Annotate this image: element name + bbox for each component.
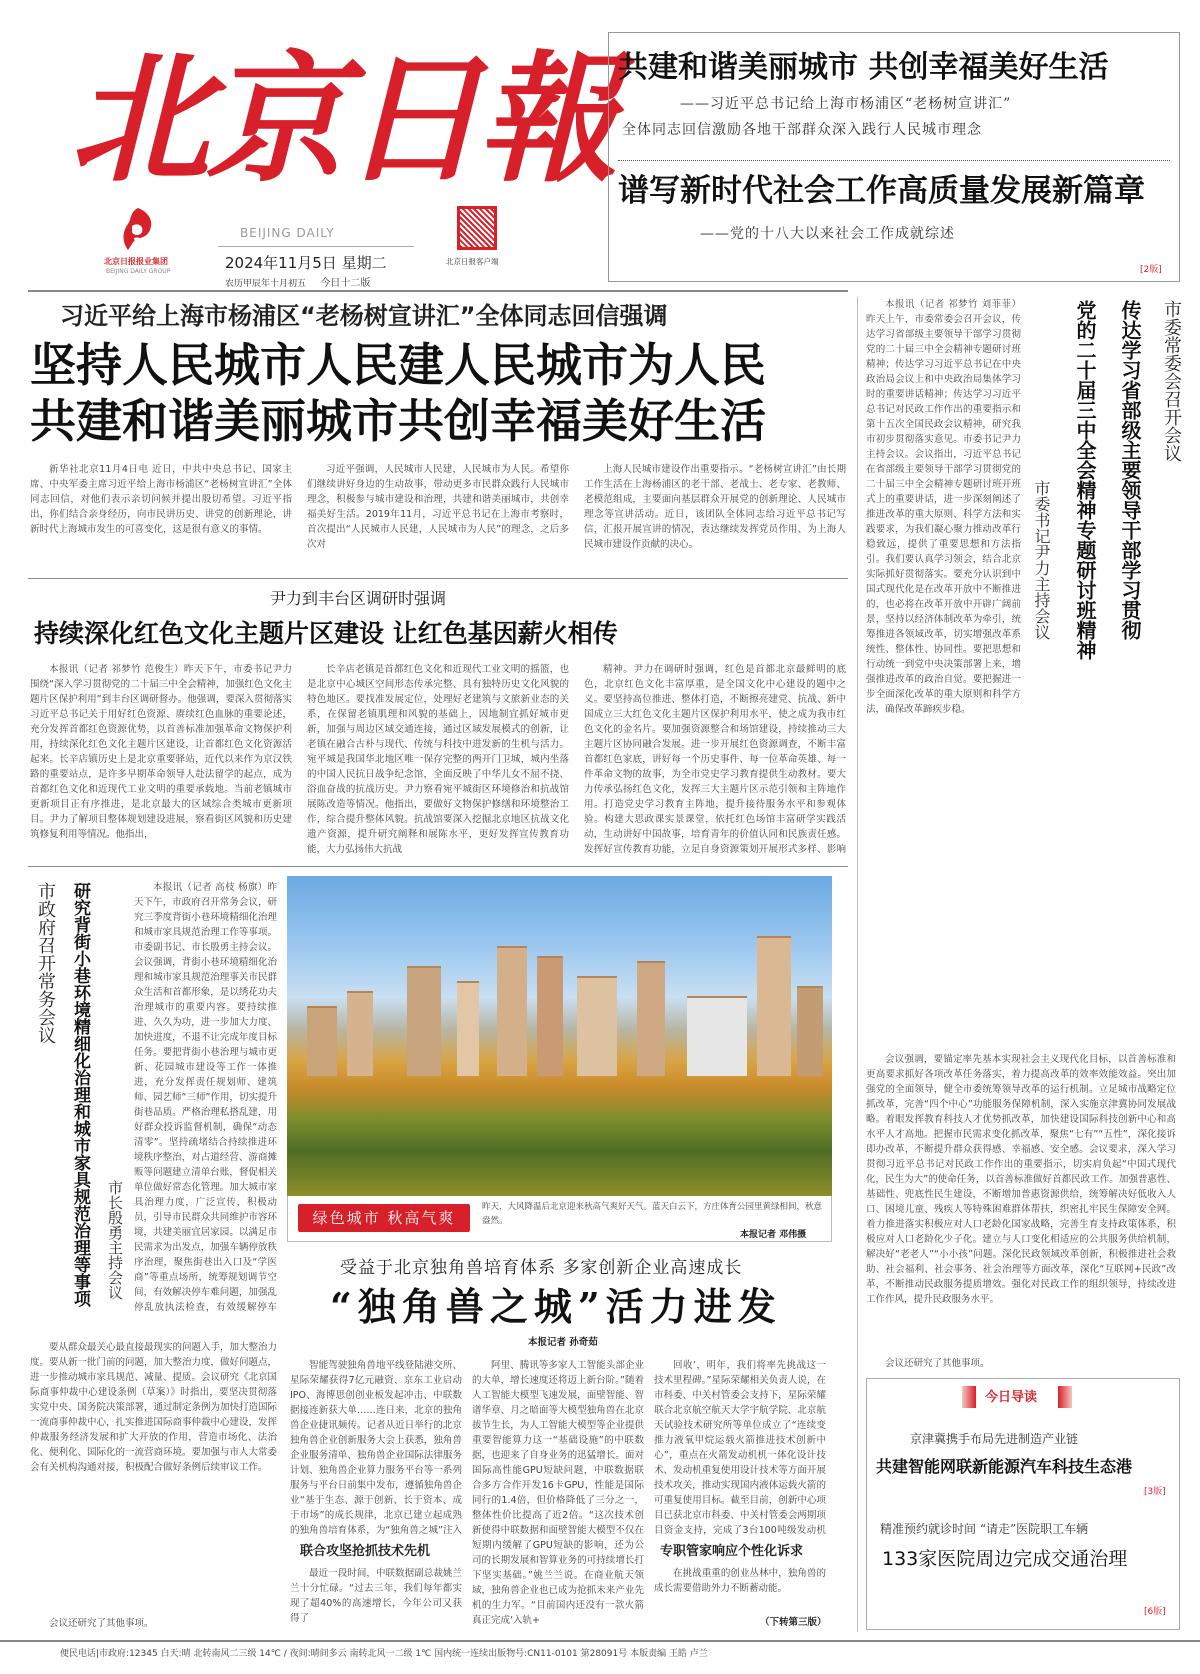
top-headline-2[interactable]: 谱写新时代社会工作高质量发展新篇章 [618, 173, 1145, 209]
lunar-date [225, 274, 370, 289]
photo-building [577, 976, 617, 1076]
second-headline[interactable]: 持续深化红色文化主题片区建设 让红色基因薪火相传 [34, 619, 618, 648]
photo-building [347, 991, 373, 1076]
masthead-logo: 北京日報 [70, 38, 615, 202]
unicorn-kicker: 受益于北京独角兽培育体系 多家创新企业高速成长 [340, 1258, 743, 1278]
right-headline-col1[interactable]: 传达学习省部级主要领导干部学习贯彻 [1118, 300, 1142, 640]
today-guide-box [866, 1378, 1180, 1630]
municipal-closing: 会议还研究了其他事项。 [49, 1618, 154, 1629]
unicorn-col1-subhead: 联合攻坚抢抓技术先机 [300, 1544, 431, 1559]
photo-building [407, 966, 441, 1076]
column-rule [857, 297, 858, 1632]
qr-code-icon[interactable] [457, 206, 497, 250]
page-ref-2[interactable]: [2版] [1140, 265, 1162, 275]
guide-item1-kicker: 京津冀携手布局先进制造产业链 [910, 1432, 1079, 1446]
photo-building [757, 936, 791, 1076]
photo-building [497, 946, 527, 1076]
guide-item2-headline[interactable]: 133家医院周边完成交通治理 [882, 1548, 1128, 1570]
right-closing: 会议还研究了其他事项。 [885, 1358, 990, 1369]
second-column-3-text: 精神。尹力在调研时强调，红色是首都北京最鲜明的底色，北京红色文化丰富厚重，是全国文化中心建设的题中之义。要坚持高位推进、整体打造，不断擦亮建党、抗战、新中国成立三大红色文化主题片区保护利用水平，使之成为我市红色文化的金名片。要加强资源整合和场馆建设，持续推动三大主题片区协同融合发展。进一步开展红色资源调查，不断丰富首都红色家底，讲好每一个历史事件、每一位革命英雄、每一件革命文物的故事，为全市党史学习教育提供生动教材。要大力传承弘扬红色文化，发挥三大主题片区示范引领和主阵地作用。打造党史学习教育主阵地，提升接待服务水平和参观体验。构建大思政课实景课堂，依托红色场馆丰富研学实践活动，生动讲好中国故事，培育青年的价值认同和民族责任感。发挥好宣传教育功能，立足自身资源策划开展形式多样、影响 [584, 664, 846, 855]
lunar-date-text: 农历甲辰年十月初五 [225, 279, 307, 289]
unicorn-col1-tail: 最近一段时间，中联数据副总裁姚兰兰十分忙碌。“过去三年，我们每年都实现了超40%的高速增长，今年公司又获得了 [290, 1568, 462, 1624]
guide-item1-ref[interactable]: [3版] [1144, 1487, 1166, 1497]
qr-label: 北京日报客户端 [446, 257, 499, 266]
guide-item2-kicker: 精准预约就诊时间 “请走”医院职工车辆 [880, 1522, 1089, 1536]
guide-deco-right-icon [1058, 1386, 1072, 1408]
photo-credit: 本报记者 邓伟摄 [740, 1230, 807, 1240]
unicorn-col2: 阿里、腾讯等多家人工智能头部企业的大单，增长速度还将迈上新台阶。”随着人工智能大模型飞速发展，面壁智能、智谱华章、月之暗面等大模型独角兽在北京拔节生长，为人工智能大模型等企业提供重要智能算力这一“基础设施”的中联数据，也迎来了自身业务的迅猛增长。面对国际高性能GPU短缺问题，中联数据联合多方合作开发16卡GPU，性能是国际同行的1.4倍，但价格降低了三分之一，整体性价比提高了近2倍。“这次技术创新使得中联数据和面壁智能大模型不仅在短期内缓解了GPU短缺的影响，还为公司的长期发展和智算业务的可持续增长打下坚实基础。”姚兰兰说。在商业航天领域，独角兽企业也已成为抢抓未来产业先机的生力军。“目前国内还没有一款火箭真正完成‘入轨+ [472, 1360, 644, 1626]
second-column-2: 长辛店老镇是首都红色文化和近现代工业文明的摇篮，也是北京中心城区空间形态传承完整、具有独特历史文化风貌的特色地区。要找准发展定位，处理好老建筑与文旅新业态的关系，在保留老镇肌理和风貌的基础上，因地制宜抓好城市更新，加强与周边区域交通连接，通过区域发展模式的创新，让老镇在融合古朴与现代、传统与科技中进发新的生机与活力。宛平城是我国华北地区唯一保存完整的两开门卫城，城内坐落的中国人民抗日战争纪念馆，全面反映了中华儿女不屈不挠、浴血奋战的抗战历史。尹力察看宛平城街区环境修治和抗战馆展陈改造等情况。他指出，要做好文物保护修缮和环境整治工作，综合提升整体风貌。抗战馆要深入挖掘北京地区抗战文化遗产资源，提升研究阐释和展陈水平，更好发挥宣传教育功能，大力弘扬伟大抗战 [307, 664, 569, 855]
guide-deco-left-icon [962, 1386, 976, 1408]
continued-note[interactable]: （下转第三版） [760, 1617, 827, 1628]
masthead-divider [218, 246, 414, 247]
issue-date: 2024年11月5日 星期二 [225, 254, 387, 272]
second-column-3 [584, 662, 846, 857]
guide-item1-headline[interactable]: 共建智能网联新能源汽车科技生态港 [876, 1457, 1133, 1476]
photo-caption: 昨天，大风降温后北京迎来秋高气爽好天气。蓝天白云下，方庄体育公园里黄绿相间，秋意盎然。 [482, 1202, 823, 1226]
top-sub-1a: ——习近平总书记给上海市杨浦区“老杨树宣讲汇” [680, 96, 1012, 112]
section-divider [28, 866, 848, 867]
photo-building [307, 1006, 337, 1076]
top-sub-1b: 全体同志回信激励各地干部群众深入践行人民城市理念 [622, 122, 982, 138]
unicorn-col3: 回收’，明年，我们将率先挑战这一技术里程碑。”星际荣耀相关负责人说，在市科委、中关村管委会支持下，星际荣耀联合北京航空航天大学宇航学院、北京航天试验技术研究所等单位成立了“连续变推力液氧甲烷运载火箭推进技术创新中心”，重点在火箭发动机机一体化设计技术、发动机重复使用设计技术等方面开展技术攻关，推动实现国内液体运载火箭的可重复使用目标。截至目前，创新中心项目已获北京市科委、中关村管委会两期项目资金支持，完成了3台100吨级发动机 [654, 1360, 826, 1536]
second-kicker: 尹力到丰台区调研时强调 [270, 589, 447, 608]
footer-rule [0, 1640, 1200, 1642]
dotted-divider [618, 160, 1170, 161]
photo-building [457, 981, 479, 1076]
municipal-label: 市政府召开常务会议 [35, 882, 56, 1044]
section-divider [28, 290, 848, 292]
top-sub-2: ——党的十八大以来社会工作成就综述 [700, 226, 955, 242]
photo-building [687, 996, 747, 1076]
photo-building [637, 961, 665, 1076]
guide-item2-ref[interactable]: [6版] [1144, 1607, 1166, 1617]
section-divider [28, 578, 848, 579]
right-body-wide: 会议强调，要锚定率先基本实现社会主义现代化目标，以首善标准和更高要求抓好各项改革任务落实，着力提高改革的效率效能效益。突出加强党的全面领导，健全市委统筹领导改革的运行机制。立足城市战略定位抓改革，完善“四个中心”功能服务保障机制，深入实施京津冀协同发展战略。着眼发挥教育科技人才优势抓改革，加快建设国际科技创新中心和高水平人才高地。把握市民需求变化抓改革，聚焦“七有”“五性”，深化接诉即办改革，不断提升群众获得感、幸福感、安全感。会议要求，深入学习贯彻习近平总书记对民政工作作出的重要指示，切实肩负起“中国式现代化，民生为大”的使命任务，以首善标准做好首都民政工作。加强普惠性、基础性、兜底性民生建设，不断增加普惠资源供给，统筹解决好低收入人口、困境儿童、残疾人等特殊困难群体帮扶，织密扎牢民生保障安全网。着力推进落实积极应对人口老龄化国家战略，完善生育支持政策体系，积极应对人口老龄化少子化。建立与人口变化相适应的公共服务供给机制，解决好“老老人”“小小孩”问题。深化民政领域改革创新，积极推进社会救助、社会福利、社会事务、社会治理等方面改革，深化“互联网+民政”改革，不断推动民政服务提质增效。强化对民政工作的组织领导，持续改进工作作风，提升民政服务水平。 [866, 1054, 1176, 1305]
top-headline-1[interactable]: 共建和谐美丽城市 共创幸福美好生活 [618, 50, 1109, 85]
lead-headline-1[interactable]: 坚持人民城市人民建人民城市为人民 [30, 338, 766, 392]
second-column-1: 本报讯（记者 祁梦竹 范俊生）昨天下午，市委书记尹力围绕“深入学习贯彻党的二十届三中全会精神，加强红色文化主题片区保护利用”到丰台区调研督办。他强调，要深入贯彻落实习近平总书记关于用好红色资源、赓续红色血脉的重要论述，充分发挥首都红色资源优势，以首善标准加强革命文物保护利用，持续深化红色文化主题片区建设，让首都红色文化资源活起来。长辛店镇历史上是北京重要驿站，近代以来作为京汉铁路的重要站点，是许多早期革命领导人赴法留学的起点，成为首都红色文化和近现代工业文明的重要承载地。当前老镇城市更新项目正有序推进，是北京最大的区域综合类城市更新项目。尹力了解项目整体规划建设进展，察看街区风貌和历史建筑修复利用等情况。他指出， [30, 664, 292, 840]
lead-column-1: 新华社北京11月4日电 近日，中共中央总书记、国家主席、中央军委主席习近平给上海市杨浦区“老杨树宣讲汇”全体同志回信，对他们表示亲切问候并提出殷切希望。习近平指出，你们结合亲身经历，向市民讲历史、讲党的创新理论，讲新时代上海城市发生的可喜变化，这是很有意义的事情。 [30, 464, 292, 535]
lead-column-2: 习近平强调，人民城市人民建，人民城市为人民。希望你们继续讲好身边的生动故事，带动更多市民群众践行人民城市理念，积极参与城市建设和治理，共建和谐美丽城市，共创幸福美好生活。2019年11月，习近平总书记在上海市考察时，首次提出“人民城市人民建，人民城市为人民”的理念，之后多次对 [307, 464, 569, 550]
right-headline-col2[interactable]: 党的二十届三中全会精神专题研讨班精神 [1073, 300, 1097, 660]
municipal-chair: 市长殷勇主持会议 [106, 1180, 124, 1300]
unicorn-headline[interactable]: “独角兽之城”活力进发 [330, 1284, 782, 1329]
city-photo[interactable] [287, 876, 832, 1196]
unicorn-col3-subhead: 专职管家响应个性化诉求 [660, 1544, 804, 1559]
photo-stamp: 绿色城市 秋高气爽 [298, 1204, 470, 1232]
photo-building [797, 986, 823, 1076]
group-english: BEIJING DAILY GROUP [106, 268, 171, 275]
lead-headline-2[interactable]: 共建和谐美丽城市共创幸福美好生活 [30, 394, 766, 448]
municipal-body: 本报讯（记者 高枝 杨旗）昨天下午，市政府召开常务会议，研究三季度背街小巷环境精细化治理和城市家具规范治理工作等事项。市委副书记、市长殷勇主持会议。会议强调，背街小巷环境精细化治理和城市家具规范治理事关市民群众生活和首都形象，是以绣花功夫治理城市的重要内容。要持续推进、久久为功，进一步加大力度、加快进度，不退不让完成年度目标任务。要把背街小巷治理与城市更新、花园城市建设等工作一体推进，充分发挥责任规划师、建筑师、园艺师“三师”作用，切实提升街巷品质。严格治理私搭乱建，用好群众投诉监督机制，确保“动态清零”。坚持疏堵结合持续推进环境秩序整治，对占道经营、游商摊贩等问题建立清单台账，督促相关单位做好常态化管理。加大城市家具治理力度，广泛宣传，积极动员，引导市民群众共同维护市容环境，共建美丽宜居家园。以满足市民需求为出发点，加强车辆停放秩序治理，聚焦街巷出入口及“学医商”等重点场所，统筹规划调节空间，有效解决停车难问题，加强乱停乱放执法检查，有效缓解停车 [134, 882, 277, 1313]
right-chair: 市委书记尹力主持会议 [1032, 480, 1051, 640]
lead-column-3: 上海人民城市建设作出重要指示。“老杨树宣讲汇”由长期工作生活在上海杨浦区的老干部、老战士、老专家、老教师、老模范组成，主要面向基层群众开展党的创新理论、人民城市理念等宣讲活动。近日，该团队全体同志给习近平总书记写信，汇报开展宣讲的情况，表达继续发挥党员作用、为上海人民城市建设作贡献的决心。 [584, 464, 846, 550]
edition-count: 今日十二版 [320, 278, 371, 289]
group-logo-icon [118, 206, 158, 252]
today-guide-label: 今日导读 [985, 1390, 1038, 1405]
lead-kicker: 习近平给上海市杨浦区“老杨树宣讲汇”全体同志回信强调 [60, 302, 668, 330]
unicorn-byline: 本报记者 孙奇茹 [528, 1337, 598, 1348]
photo-building [537, 956, 563, 1076]
municipal-headline[interactable]: 研究背街小巷环境精细化治理和城市家具规范治理等事项 [70, 882, 90, 1307]
right-body: 本报讯（记者 祁梦竹 刘菲菲）昨天上午，市委常委会召开会议，传达学习省部级主要领导干部学习贯彻党的二十届三中全会精神专题研讨班精神；传达学习习近平总书记在中央政治局会议上和中央政治局集体学习时的重要讲话精神；传达学习习近平总书记对民政工作作出的重要指示和第十五次全国民政会议精神，研究我市初步贯彻落实意见。市委书记尹力主持会议。会议指出，习近平总书记在省部级主要领导干部学习贯彻党的二十届三中全会精神专题研讨班开班式上的重要讲话，进一步深刻阐述了推进改革的重大原则、科学方法和实践要求，为我们凝心聚力推动改革行稳致远，提供了重要思想和方法指引。我们要认真学习领会，结合北京实际抓好贯彻落实。要充分认识到中国式现代化是在改革开放中不断推进的，也必将在改革开放中开辟广阔前景，坚持以经济体制改革为牵引，统筹推进各领域改革，切实增强改革系统性、整体性、协同性。要把思想和行动统一到党中央决策部署上来，增强推进改革的政治自觉。要把握进一步全面深化改革的重大原则和科学方法，确保改革蹄疾步稳。 [866, 299, 1021, 715]
masthead-english: BEIJING DAILY [240, 226, 335, 240]
unicorn-col1: 智能驾驶独角兽地平线登陆港交所、星际荣耀获得7亿元融资、京东工业启动IPO、海博思创创业板发起冲击、中联数据接连新获大单……连日来，北京的独角兽企业捷讯频传。记者从近日举行的北京独角兽企业创新服务大会上获悉，独角兽企业服务清单、独角兽企业国际法律服务计划、独角兽企业算力服务平台等一系列服务与平台日前集中发布，遵循独角兽企业“基于生态、源于创新、长于资本、成于市场”的成长规律，北京已建立起成熟的独角兽培育体系，为“独角兽之城”注入 [290, 1360, 462, 1536]
group-name: 北京日报报业集团 [104, 257, 168, 266]
footer-info: 便民电话|市政府:12345 白天:晴 北转南风二三级 14℃ / 夜间:晴间多云 南转北风一二级 1℃ 国内统一连续出版物号:CN11-0101 第28091号 本版责编 王皓 卢兰 [60, 1649, 708, 1659]
unicorn-col3-tail: 在挑战重重的创业丛林中，独角兽的成长需要借助外力不断蓄动能。 [654, 1568, 826, 1594]
municipal-body-bottom: 要从群众最关心最直接最现实的问题入手，加大整治力度。要从新一批门前的问题，加大整治力度，做好问题点，进一步推动城市家具规范、减量、提质。会议研究《北京国际商事仲裁中心建设条例（草案）》时指出，要坚决贯彻落实党中央、国务院决策部署，通过制定条例为加快打造国际一流商事仲裁中心，扎实推进国际商事仲裁中心建设，发挥仲裁服务经济发展和扩大开放的作用，营造市场化、法治化、便利化、国际化的一流营商环境。要加强与市人大常委会有关机构沟通对接，积极配合做好条例后续审议工作。 [30, 1342, 277, 1473]
right-story-label: 市委常委会召开会议 [1161, 300, 1182, 462]
